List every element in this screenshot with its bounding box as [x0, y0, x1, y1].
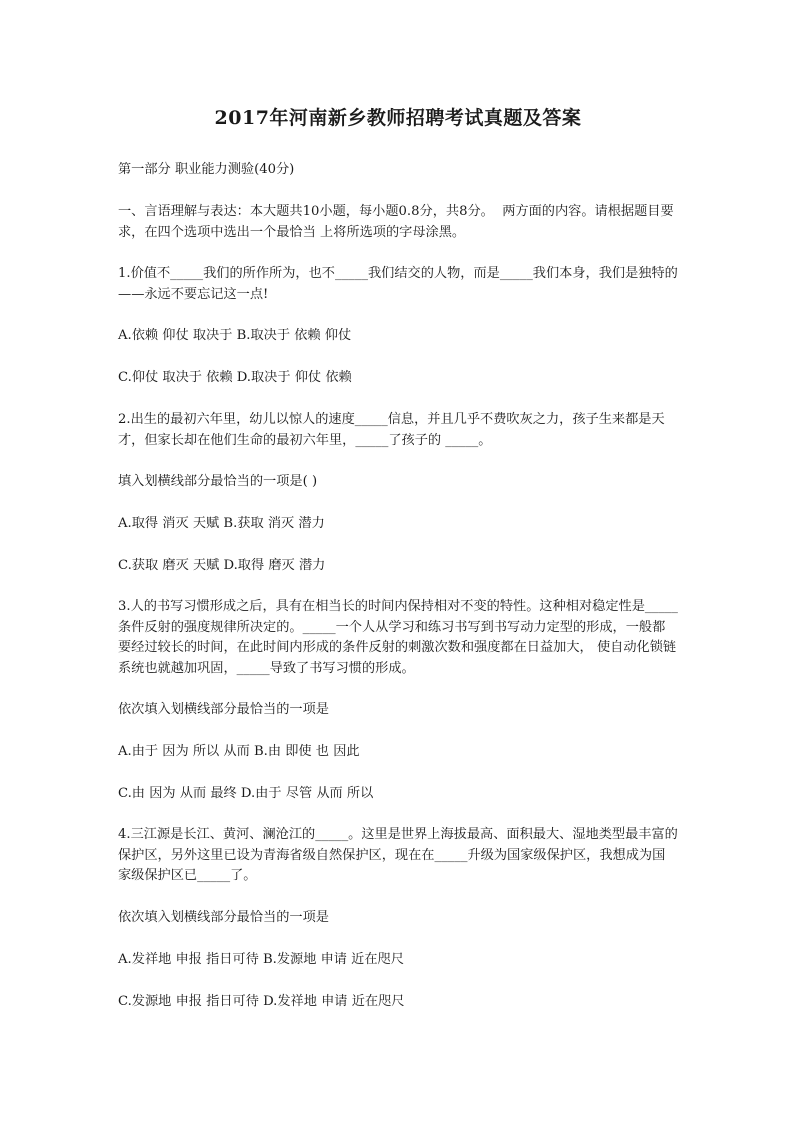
document-title: 2017年河南新乡教师招聘考试真题及答案: [214, 107, 582, 129]
question-3-options-cd: C.由 因为 从而 最终 D.由于 尽管 从而 所以: [118, 786, 374, 801]
question-2-options-cd: C.获取 磨灭 天赋 D.取得 磨灭 潜力: [118, 558, 326, 573]
question-1-options-cd: C.仰仗 取决于 依赖 D.取决于 仰仗 依赖: [118, 370, 352, 385]
section-heading: 第一部分 职业能力测验(40分): [118, 162, 295, 177]
question-2-prompt: 填入划横线部分最恰当的一项是( ): [118, 474, 318, 489]
question-2-options-ab: A.取得 消灭 天赋 B.获取 消灭 潜力: [118, 516, 325, 531]
section-intro: 一、言语理解与表达：本大题共10小题，每小题0.8分，共8分。 两方面的内容。请根据题目要求，在四个选项中选出一个最恰当 上将所选项的字母涂黑。: [118, 204, 674, 240]
question-2-stem: 2.出生的最初六年里，幼儿以惊人的速度_____信息，并且几乎不费吹灰之力，孩子生来都是天才，但家长却在他们生命的最初六年里，_____了孩子的 _____。: [118, 412, 665, 448]
question-1-options-ab: A.依赖 仰仗 取决于 B.取决于 依赖 仰仗: [118, 328, 352, 343]
question-1-stem: 1.价值不_____我们的所作所为，也不_____我们结交的人物，而是_____我们本身，我们是独特的——永远不要忘记这一点!: [118, 266, 678, 302]
question-4-prompt: 依次填入划横线部分最恰当的一项是: [118, 910, 329, 925]
question-4-options-cd: C.发源地 申报 指日可待 D.发祥地 申请 近在咫尺: [118, 994, 405, 1009]
question-4-options-ab: A.发祥地 申报 指日可待 B.发源地 申请 近在咫尺: [118, 952, 404, 967]
question-3-stem: 3.人的书写习惯形成之后，具有在相当长的时间内保持相对不变的特性。这种相对稳定性是_____条件反射的强度规律所决定的。_____一个人从学习和练习书写到书写动力定型的形成，一般都要经过较长的时间，在此时间内形成的条件反射的刺激次数和强度都在日益加大， 使自动化锁链系统也就越加巩固，_____导致了书写习惯的形成。: [118, 599, 678, 676]
question-3-prompt: 依次填入划横线部分最恰当的一项是: [118, 702, 329, 717]
question-3-options-ab: A.由于 因为 所以 从而 B.由 即使 也 因此: [118, 744, 360, 759]
question-4-stem: 4.三江源是长江、黄河、澜沧江的_____。这里是世界上海拔最高、面积最大、湿地类型最丰富的保护区，另外这里已设为青海省级自然保护区，现在在_____升级为国家级保护区，我想成为国家级保护区已_____了。: [118, 827, 678, 883]
